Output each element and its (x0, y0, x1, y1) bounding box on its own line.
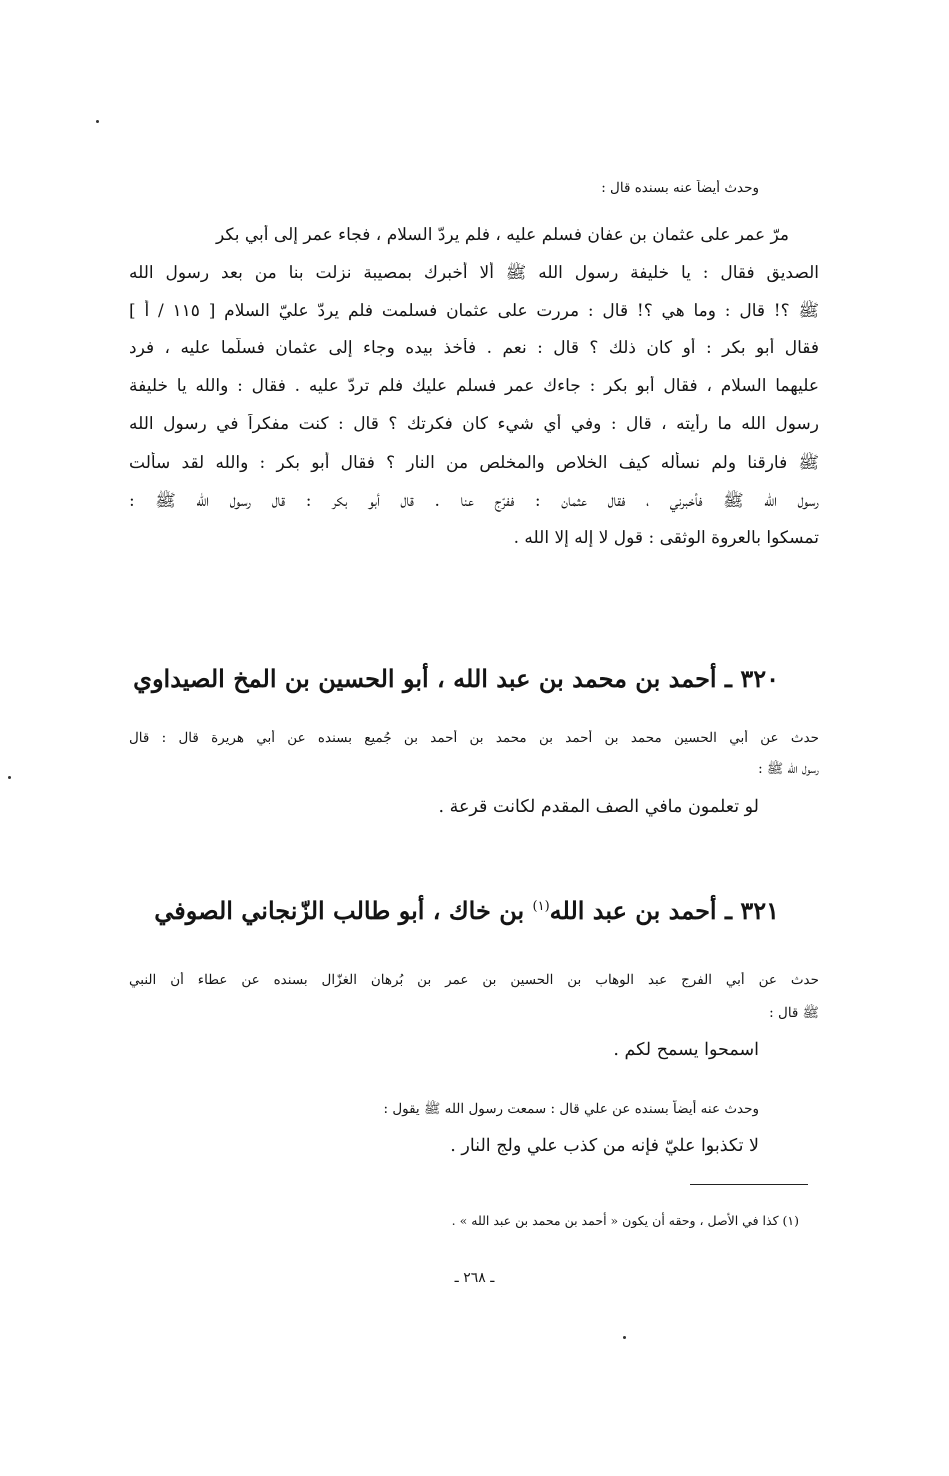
hadith-text: اسمحوا يسمح لكم . (613, 1040, 759, 1060)
footnote-marker[interactable]: (١) (532, 899, 550, 914)
chain-line: حدث عن أبي الحسين محمد بن أحمد بن محمد بن أحمد بن جُميع بسنده عن أبي هريرة قال : قال (129, 730, 819, 746)
paragraph-line: فقال أبو بكر : أو كان ذلك ؟ قال : نعم . فأخذ بيده وجاء إلى عثمان فسلّما عليه ، فرد (129, 338, 819, 358)
heading-rest: بن خاك ، أبو طالب الزّنجاني الصوفي (154, 896, 525, 925)
paragraph-line: ﷺ ؟! قال : وما هي ؟! قال : مررت على عثمان فسلمت فلم يردّ عليّ السلام [ ١١٥ / أ ] (129, 301, 819, 321)
paragraph-line: ﷺ فارقنا ولم نسأله كيف الخلاص والمخلص من النار ؟ فقال أبو بكر : والله لقد سألت (129, 453, 819, 473)
footnote-separator (690, 1184, 808, 1185)
page-number: ـ ٢٦٨ ـ (454, 1270, 495, 1286)
scan-speck (96, 120, 99, 123)
scan-speck (8, 776, 11, 779)
paragraph-line: تمسكوا بالعروة الوثقى : قول لا إله إلا الله . (513, 528, 819, 548)
paragraph-line: الصديق فقال : يا خليفة رسول الله ﷺ ألا أخبرك بمصيبة نزلت بنا من بعد رسول الله (129, 263, 819, 283)
paragraph-line: رسول الله ما رأيته ، قال : وفي أي شيء كان فكرتك ؟ قال : كنت مفكراً في رسول الله (129, 414, 819, 434)
footnote: (١) كذا في الأصل ، وحقه أن يكون « أحمد بن محمد بن عبد الله » . (451, 1213, 799, 1228)
paragraph-line: رسول الله ﷺ فأخبرني ، فقال عثمان : ففرّج عنا . قال أبو بكر : قال رسول الله ﷺ : (129, 491, 819, 511)
chain-line: وحدث عنه أيضاً بسنده عن علي قال : سمعت رسول الله ﷺ يقول : (383, 1101, 759, 1117)
paragraph-line: مرّ عمر على عثمان بن عفان فسلم عليه ، فلم يردّ السلام ، فجاء عمر إلى أبي بكر (215, 225, 789, 245)
intro-line: وحدث أيضاً عنه بسنده قال : (601, 180, 759, 196)
hadith-text: لو تعلمون مافي الصف المقدم لكانت قرعة . (438, 797, 759, 817)
paragraph-line: عليهما السلام ، فقال أبو بكر : جاءك عمر فسلم عليك فلم تردّ عليه . فقال : والله يا خليفة (129, 376, 819, 396)
entry-heading: ٣٢٠ ـ أحمد بن محمد بن عبد الله ، أبو الحسين بن المخ الصيداوي (133, 664, 779, 693)
chain-line: حدث عن أبي الفرج عبد الوهاب بن الحسين بن عمر بن بُرهان الغزّال بسنده عن عطاء أن النبي (129, 972, 819, 988)
hadith-text: لا تكذبوا عليّ فإنه من كذب علي ولج النار . (450, 1136, 759, 1156)
entry-heading (89, 896, 779, 925)
chain-line: ﷺ قال : (769, 1005, 819, 1021)
heading-name: ٣٢١ ـ أحمد بن عبد الله (549, 896, 779, 925)
scan-speck (623, 1336, 626, 1339)
chain-line: رسول الله ﷺ : (758, 761, 819, 777)
